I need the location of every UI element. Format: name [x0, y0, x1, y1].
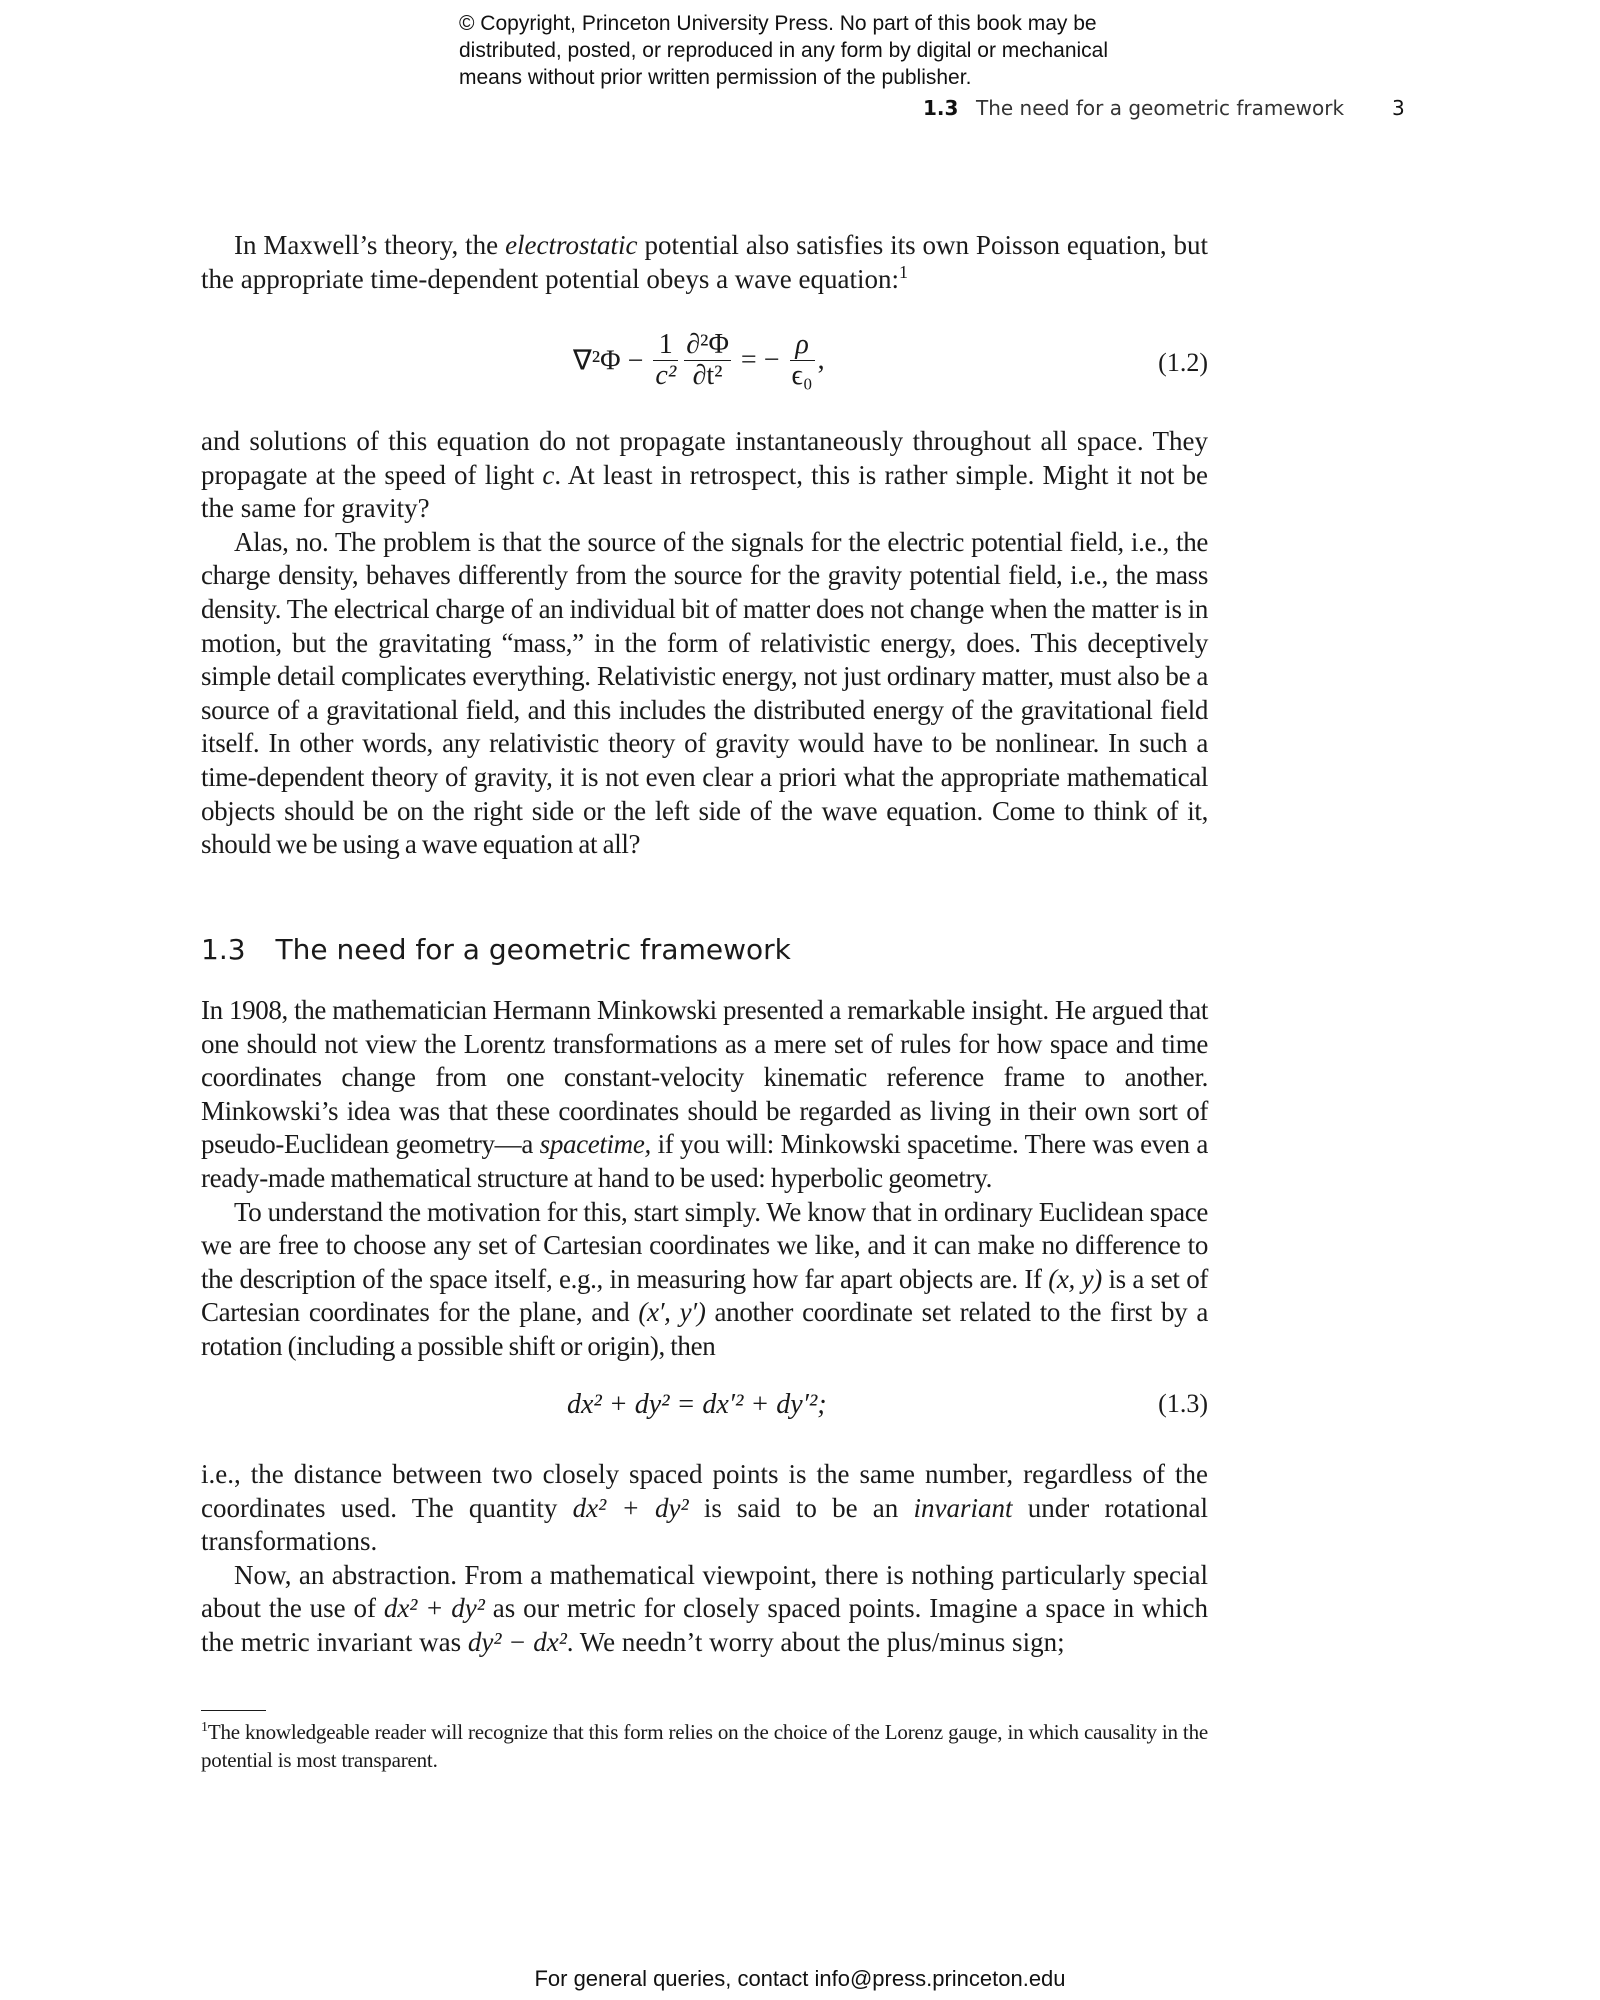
equation-number: (1.2) [1158, 348, 1208, 377]
section-title: The need for a geometric framework [275, 933, 791, 966]
running-head-section-title: The need for a geometric framework [976, 96, 1345, 120]
text-run: potential also satisfies its own Poisson equation, but the appropriate time-dependent potential obeys a wave equation: [201, 230, 1208, 294]
copyright-notice [459, 10, 1179, 91]
fraction-numerator: ∂²Φ [686, 329, 729, 360]
page-number: 3 [1392, 96, 1405, 120]
paragraph-group-minkowski [201, 994, 1208, 1364]
text-run: In 1908, the mathematician Hermann Minkowski presented a remarkable insight. He argued that one should not view the Lorentz transformations as a mere set of rules for how space and time coordinates change from one constant-velocity kinematic reference frame to another. Minkowski’s idea was that these coordinates should be regarded as living in their own sort of pseudo-Euclidean geometry—a [201, 995, 1208, 1160]
text-run: To understand the motivation for this, start simply. We know that in ordinary Euclidean space we are free to choose any set of Cartesian coordinates we like, and it can make no difference to the description of the space itself, e.g., in measuring how far apart objects are. If [201, 1196, 1208, 1294]
text-run: . At least in retrospect, this is rather simple. Might it not be the same for gravity? [201, 459, 1209, 524]
text-run: is said to be an [688, 1492, 914, 1523]
text-run: Now, an abstraction. From a mathematical viewpoint, there is nothing particularly special about the use of [201, 1559, 1208, 1624]
footnote-rule [201, 1710, 266, 1711]
text-run: . We needn’t worry about the plus/minus sign; [566, 1626, 1065, 1657]
text-run: as our metric for closely spaced points. Imagine a space in which the metric invariant was [201, 1593, 1208, 1657]
fraction-denominator: ∂t² [692, 360, 723, 391]
footer-contact: For general queries, contact info@press.princeton.edu [534, 1966, 1066, 1991]
footnote-text: The knowledgeable reader will recognize that this form relies on the choice of the Lorenz gauge, in which causality in the potential is most transparent. [201, 1720, 1208, 1772]
paragraph [201, 1559, 1208, 1660]
paragraph [201, 229, 1208, 296]
math-inline: dx² + dy² [383, 1593, 485, 1624]
equals-sign: = − [740, 344, 780, 376]
emphasis: invariant [913, 1492, 1013, 1523]
footnote-reference[interactable]: 1 [899, 261, 908, 282]
math-inline: (x′, y′) [638, 1297, 706, 1328]
equation-body [573, 330, 825, 391]
fraction [653, 330, 678, 391]
equation-lhs: ∇²Φ − [573, 345, 644, 377]
section-heading [201, 933, 791, 966]
equation-body: dx² + dy² = dx′² + dy′²; [567, 1389, 827, 1420]
equation-1-2 [201, 330, 1208, 410]
copyright-line: means without prior written permission of the publisher. [459, 66, 972, 89]
running-head-section-number: 1.3 [923, 96, 959, 120]
text-run: i.e., the distance between two closely spaced points is the same number, regardless of the coordinates used. The quantity [201, 1459, 1208, 1523]
equation-number: (1.3) [1158, 1389, 1208, 1418]
copyright-line: © Copyright, Princeton University Press. No part of this book may be [459, 12, 1097, 35]
paragraph [201, 1458, 1208, 1559]
fraction [684, 330, 731, 391]
text-run: In Maxwell’s theory, the [234, 230, 506, 260]
text-run: is a set of Cartesian coordinates for the plane, and [201, 1263, 1208, 1328]
emphasis: electrostatic [505, 230, 638, 260]
footnote-mark: 1 [201, 1720, 208, 1735]
text-run: under rotational transformations. [201, 1492, 1208, 1557]
fraction-numerator: 1 [653, 330, 678, 361]
paragraph [201, 425, 1208, 526]
paragraph [201, 994, 1208, 1196]
text-run: and solutions of this equation do not propagate instantaneously throughout all space. They propagate at the speed of light [201, 426, 1208, 490]
paragraph-maxwell [201, 229, 1208, 296]
paragraph: Alas, no. The problem is that the source of the signals for the electric potential field, i.e., the charge density, behaves differently from the source for the gravity potential field, i.e., the mass density. The electrical charge of an individual bit of matter does not change when the matter is in motion, but the gravitating “mass,” in the form of relativistic energy, does. This deceptively simple detail complicates everything. Relativistic energy, not just ordinary matter, must also be a source of a gravitational field, and this includes the distributed energy of the gravitational field itself. In other words, any relativistic theory of gravity would have to be nonlinear. In such a time-dependent theory of gravity, it is not even clear a priori what the appropriate mathematical objects should be on the right side or the left side of the wave equation. Come to think of it, should we be using a wave equation at all? [201, 526, 1208, 860]
paragraph [201, 1196, 1208, 1364]
paragraph-group-invariant [201, 1458, 1208, 1660]
equation-punctuation: , [817, 344, 825, 376]
section-number: 1.3 [201, 933, 246, 966]
emphasis: spacetime, [539, 1129, 651, 1160]
emphasis: c [542, 459, 555, 490]
fraction [790, 330, 815, 391]
fraction-denominator: c² [655, 360, 677, 391]
copyright-line: distributed, posted, or reproduced in any form by digital or mechanical [459, 39, 1109, 62]
fraction-denominator: ϵ₀ [791, 360, 813, 391]
footnote [201, 1718, 1208, 1774]
paragraph-group-gravity [201, 425, 1208, 862]
fraction-numerator: ρ [790, 330, 815, 361]
math-inline: (x, y) [1048, 1263, 1102, 1294]
text-run: if you will: Minkowski spacetime. There was even a ready-made mathematical structure at hand to be used: hyperbolic geometry. [201, 1129, 1208, 1193]
math-inline: dx² + dy² [572, 1492, 689, 1523]
math-inline: dy² − dx² [467, 1626, 567, 1657]
text-run: another coordinate set related to the first by a rotation (including a possible shift or origin), then [201, 1297, 1208, 1361]
running-head [0, 96, 1600, 126]
equation-1-3 [201, 1389, 1208, 1429]
